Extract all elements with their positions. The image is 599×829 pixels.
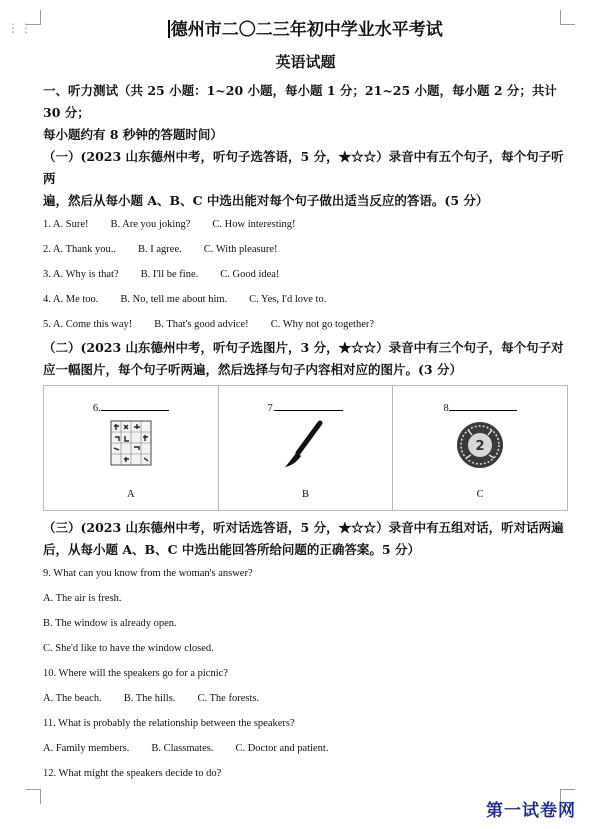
question-text: 9. What can you know from the woman's answer? [43,568,253,579]
option-row [43,736,568,761]
section2-heading-line2: 应一幅图片，每个句子听两遍，然后选择与句子内容相对应的图片。(3 分） [43,362,462,377]
option-b: B. I agree. [138,244,182,255]
question-text: 11. What is probably the relationship between the speakers? [43,718,295,729]
question-text: 12. What might the speakers decide to do? [43,768,222,779]
option-b: B. That's good advice! [154,319,249,330]
option-b: B. I'll be fine. [140,269,199,280]
option-a: A. Why is that? [52,269,119,280]
question-text: 10. Where will the speakers go for a picnic? [43,668,228,679]
option-c: C. With pleasure! [203,244,278,255]
part1-heading-line1: 一、听力测试（共 25 小题：1~20 小题，每小题 1 分；21~25 小题，每小题 2 分；共计 30 分； [43,83,557,120]
option-a: A. Sure! [52,219,89,230]
text-cursor [168,20,170,38]
question-number: 5. [43,319,53,330]
option-a: A. The beach. [43,693,102,704]
section3-questions [43,561,568,786]
option-a: A. Me too. [52,294,99,305]
option-a: A. Family members. [43,743,130,754]
option-c: C. Doctor and patient. [235,743,329,754]
crop-mark-bottom-left [26,789,41,804]
answer-blank[interactable]: 8 [393,400,567,414]
svg-text:2: 2 [475,439,485,454]
paper-cut-medallion-icon [455,420,505,470]
section1-heading-line1: （一）(2023 山东德州中考，听句子选答语，5 分，★☆☆）录音中有五个句子，每个句子听 [43,149,564,164]
grid-paper-icon [110,420,152,466]
option-c: C. The forests. [197,693,260,704]
question-number: 4. [43,294,53,305]
option-b: B. Are you joking? [110,219,191,230]
option-b: B. No, tell me about him. [120,294,228,305]
option-c: C. Why not go together? [270,319,375,330]
question-number: 2. [43,244,53,255]
option-a: A. Come this way! [52,319,133,330]
exam-title: 德州市二〇二三年初中学业水平考试 [43,18,568,42]
question-row [43,212,568,237]
option-c: C. How interesting! [212,219,296,230]
picture-options-table [43,385,568,511]
picture-label-a: A [127,489,135,500]
answer-blank[interactable]: 7. [219,400,393,414]
option-line: C. She'd like to have the window closed. [43,643,214,654]
writing-brush-icon [282,420,328,470]
site-watermark: 第一试卷网 [486,801,576,821]
option-c: C. Good idea! [220,269,280,280]
option-line: B. The window is already open. [43,618,177,629]
document-body [43,18,568,786]
option-line: A. The air is fresh. [43,593,122,604]
picture-label-c: C [476,489,484,500]
picture-cell-c [393,386,568,511]
option-row [43,686,568,711]
answer-blank[interactable]: 6. [44,400,218,414]
section3-heading-line1: （三）(2023 山东德州中考，听对话选答语，5 分，★☆☆）录音中有五组对话，听对话两遍 [43,520,564,535]
section1-heading-line2: 两 [43,171,56,186]
section2-heading-line1: （二）(2023 山东德州中考，听句子选图片，3 分，★☆☆）录音中有三个句子，每个句子对 [43,340,564,355]
question-row [43,237,568,262]
exam-subtitle: 英语试题 [275,53,336,71]
option-b: B. The hills. [123,693,176,704]
drag-handle-icon[interactable]: ⋮⋮ [7,21,33,35]
picture-label-b: B [301,489,309,500]
option-c: C. Yes, I'd love to. [249,294,327,305]
question-number: 1. [43,219,53,230]
question-number: 3. [43,269,53,280]
question-row [43,262,568,287]
question-row [43,312,568,337]
section3-heading-line2: 后，从每小题 A、B、C 中选出能回答所给问题的正确答案。5 分） [43,542,420,557]
part1-heading-line2: 每小题约有 8 秒钟的答题时间） [43,127,223,142]
option-a: A. Thank you.. [52,244,117,255]
question-row [43,287,568,312]
picture-cell-a [44,386,219,511]
section1-heading-line3: 遍，然后从每小题 A、B、C 中选出能对每个句子做出适当反应的答语。(5 分） [43,193,489,208]
picture-cell-b [218,386,393,511]
section1-questions [43,212,568,337]
option-b: B. Classmates. [151,743,214,754]
